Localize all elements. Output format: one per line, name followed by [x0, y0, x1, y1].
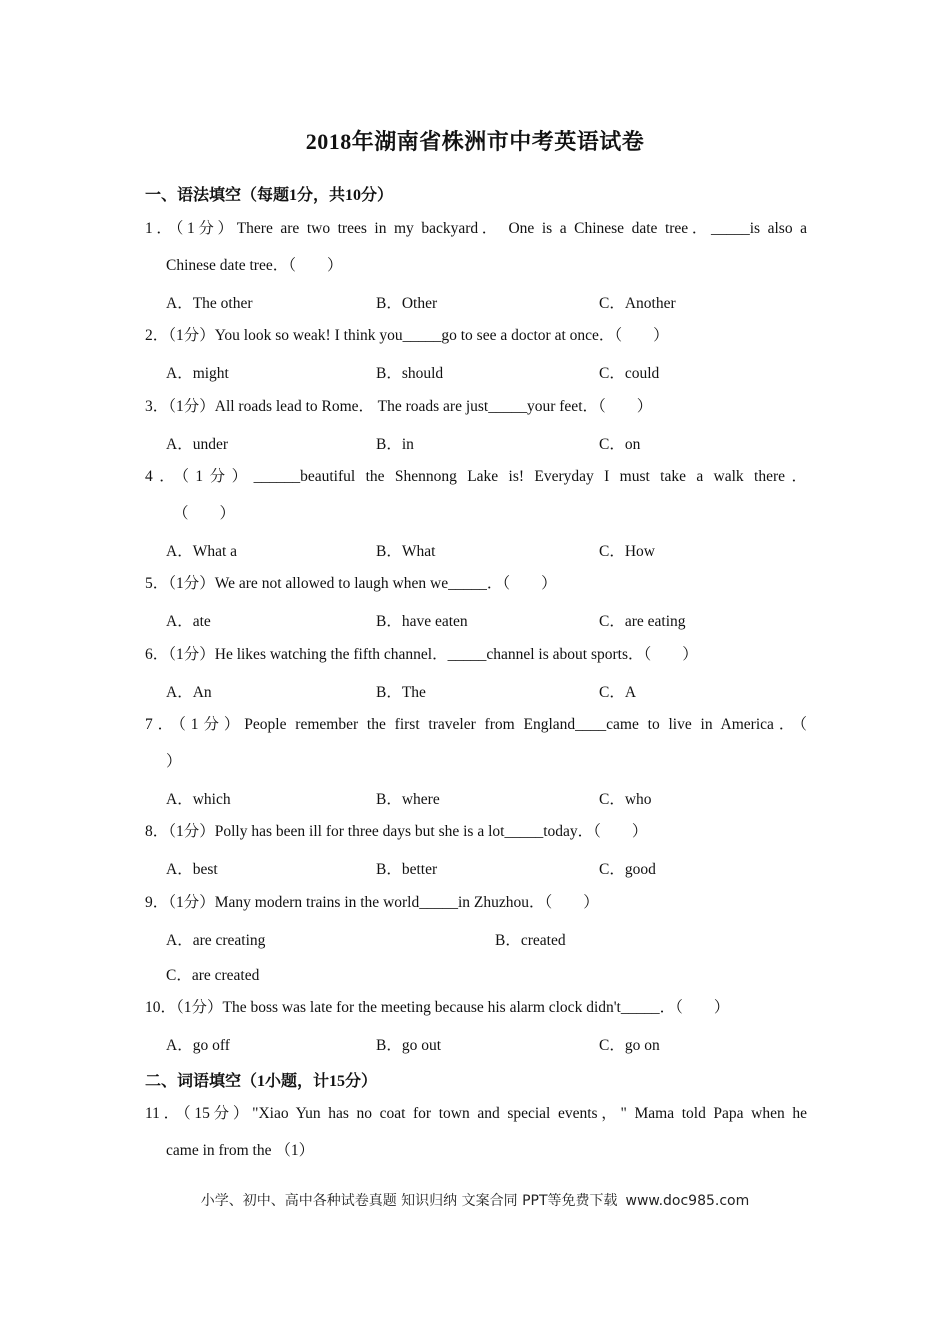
option-c: C．on — [599, 436, 641, 453]
question-8 — [145, 813, 807, 850]
option-a: A．An — [166, 684, 212, 701]
footer-url-link[interactable]: www.doc985.com — [625, 1193, 750, 1209]
option-b: B．better — [376, 861, 438, 878]
question-6-text: 6．（1分）He likes watching the fifth channel．_____channel is about sports．（ ） — [145, 646, 698, 663]
question-1-text: 1．（1分）There are two trees in my backyard． One is a Chinese date tree．_____is also a — [145, 220, 807, 237]
question-9-text: 9．（1分）Many modern trains in the world_____in Zhuzhou．（ ） — [145, 894, 599, 911]
question-7-text-cont: ） — [166, 753, 182, 770]
question-9-options-row1 — [166, 928, 826, 950]
option-b: B．Other — [376, 295, 438, 312]
question-6 — [145, 636, 807, 673]
option-c: C．good — [599, 861, 656, 878]
question-10-options — [166, 1033, 826, 1055]
option-c: C．are eating — [599, 613, 686, 630]
option-c: C．could — [599, 365, 660, 382]
option-c: C．A — [599, 684, 637, 701]
question-7-text: 7．（1分）People remember the first traveler from England____came to live in America．（ — [145, 716, 807, 733]
option-c: C．are created — [166, 967, 260, 984]
option-c: C．who — [599, 791, 652, 808]
option-a: A．are creating — [166, 932, 266, 949]
question-6-options — [166, 680, 826, 702]
question-3-options — [166, 432, 826, 454]
page-footer — [0, 1190, 950, 1210]
question-1-options — [166, 291, 826, 313]
option-c: C．Another — [599, 295, 676, 312]
option-a: A．go off — [166, 1037, 230, 1054]
option-c: C．How — [599, 543, 655, 560]
question-1 — [145, 210, 807, 284]
question-2-text: 2．（1分）You look so weak! I think you_____go to see a doctor at once．（ ） — [145, 327, 669, 344]
question-11-text: 11．（15分）"Xiao Yun has no coat for town and special events，" Mama told Papa when he — [145, 1105, 807, 1122]
section-heading-grammar: 一、语法填空（每题1分，共10分） — [145, 187, 394, 204]
question-11 — [145, 1095, 807, 1169]
option-a: A．ate — [166, 613, 211, 630]
option-b: B．What — [376, 543, 436, 560]
question-2 — [145, 317, 807, 354]
question-9-options-row2 — [166, 963, 826, 985]
question-10-text: 10．（1分）The boss was late for the meeting because his alarm clock didn't_____．（ ） — [145, 999, 730, 1016]
option-b: B．should — [376, 365, 444, 382]
option-b: B．created — [495, 932, 566, 949]
option-a: A．under — [166, 436, 228, 453]
question-10 — [145, 989, 807, 1026]
option-a: A．What a — [166, 543, 238, 560]
question-5-text: 5．（1分）We are not allowed to laugh when we_____．（ ） — [145, 575, 557, 592]
question-4-options — [166, 539, 826, 561]
question-7 — [145, 706, 807, 780]
question-11-text-cont: came in from the （1） — [166, 1142, 315, 1159]
option-a: A．which — [166, 791, 231, 808]
option-a: A．best — [166, 861, 218, 878]
page-title: 2018年湖南省株洲市中考英语试卷 — [305, 129, 645, 154]
footer-text: 小学、初中、高中各种试卷真题 知识归纳 文案合同 PPT等免费下载 — [200, 1193, 618, 1209]
option-a: A．might — [166, 365, 229, 382]
question-4-text-cont: （ ） — [173, 505, 236, 522]
option-b: B．The — [376, 684, 426, 701]
question-5-options — [166, 609, 826, 631]
question-8-options — [166, 857, 826, 879]
question-4 — [145, 458, 807, 532]
question-2-options — [166, 361, 826, 383]
question-5 — [145, 565, 807, 602]
question-9 — [145, 884, 807, 921]
question-3-text: 3．（1分）All roads lead to Rome． The roads are just_____your feet．（ ） — [145, 398, 653, 415]
question-8-text: 8．（1分）Polly has been ill for three days but she is a lot_____today．（ ） — [145, 823, 648, 840]
section-heading-vocabulary: 二、词语填空（1小题，计15分） — [145, 1073, 378, 1090]
option-a: A．The other — [166, 295, 253, 312]
question-3 — [145, 388, 807, 425]
question-4-text: 4．（1分）______beautiful the Shennong Lake is! Everyday I must take a walk there． — [145, 468, 807, 485]
option-b: B．in — [376, 436, 414, 453]
option-b: B．have eaten — [376, 613, 468, 630]
option-c: C．go on — [599, 1037, 660, 1054]
option-b: B．go out — [376, 1037, 442, 1054]
question-7-options — [166, 787, 826, 809]
question-1-text-cont: Chinese date tree．（ ） — [166, 257, 343, 274]
option-b: B．where — [376, 791, 440, 808]
